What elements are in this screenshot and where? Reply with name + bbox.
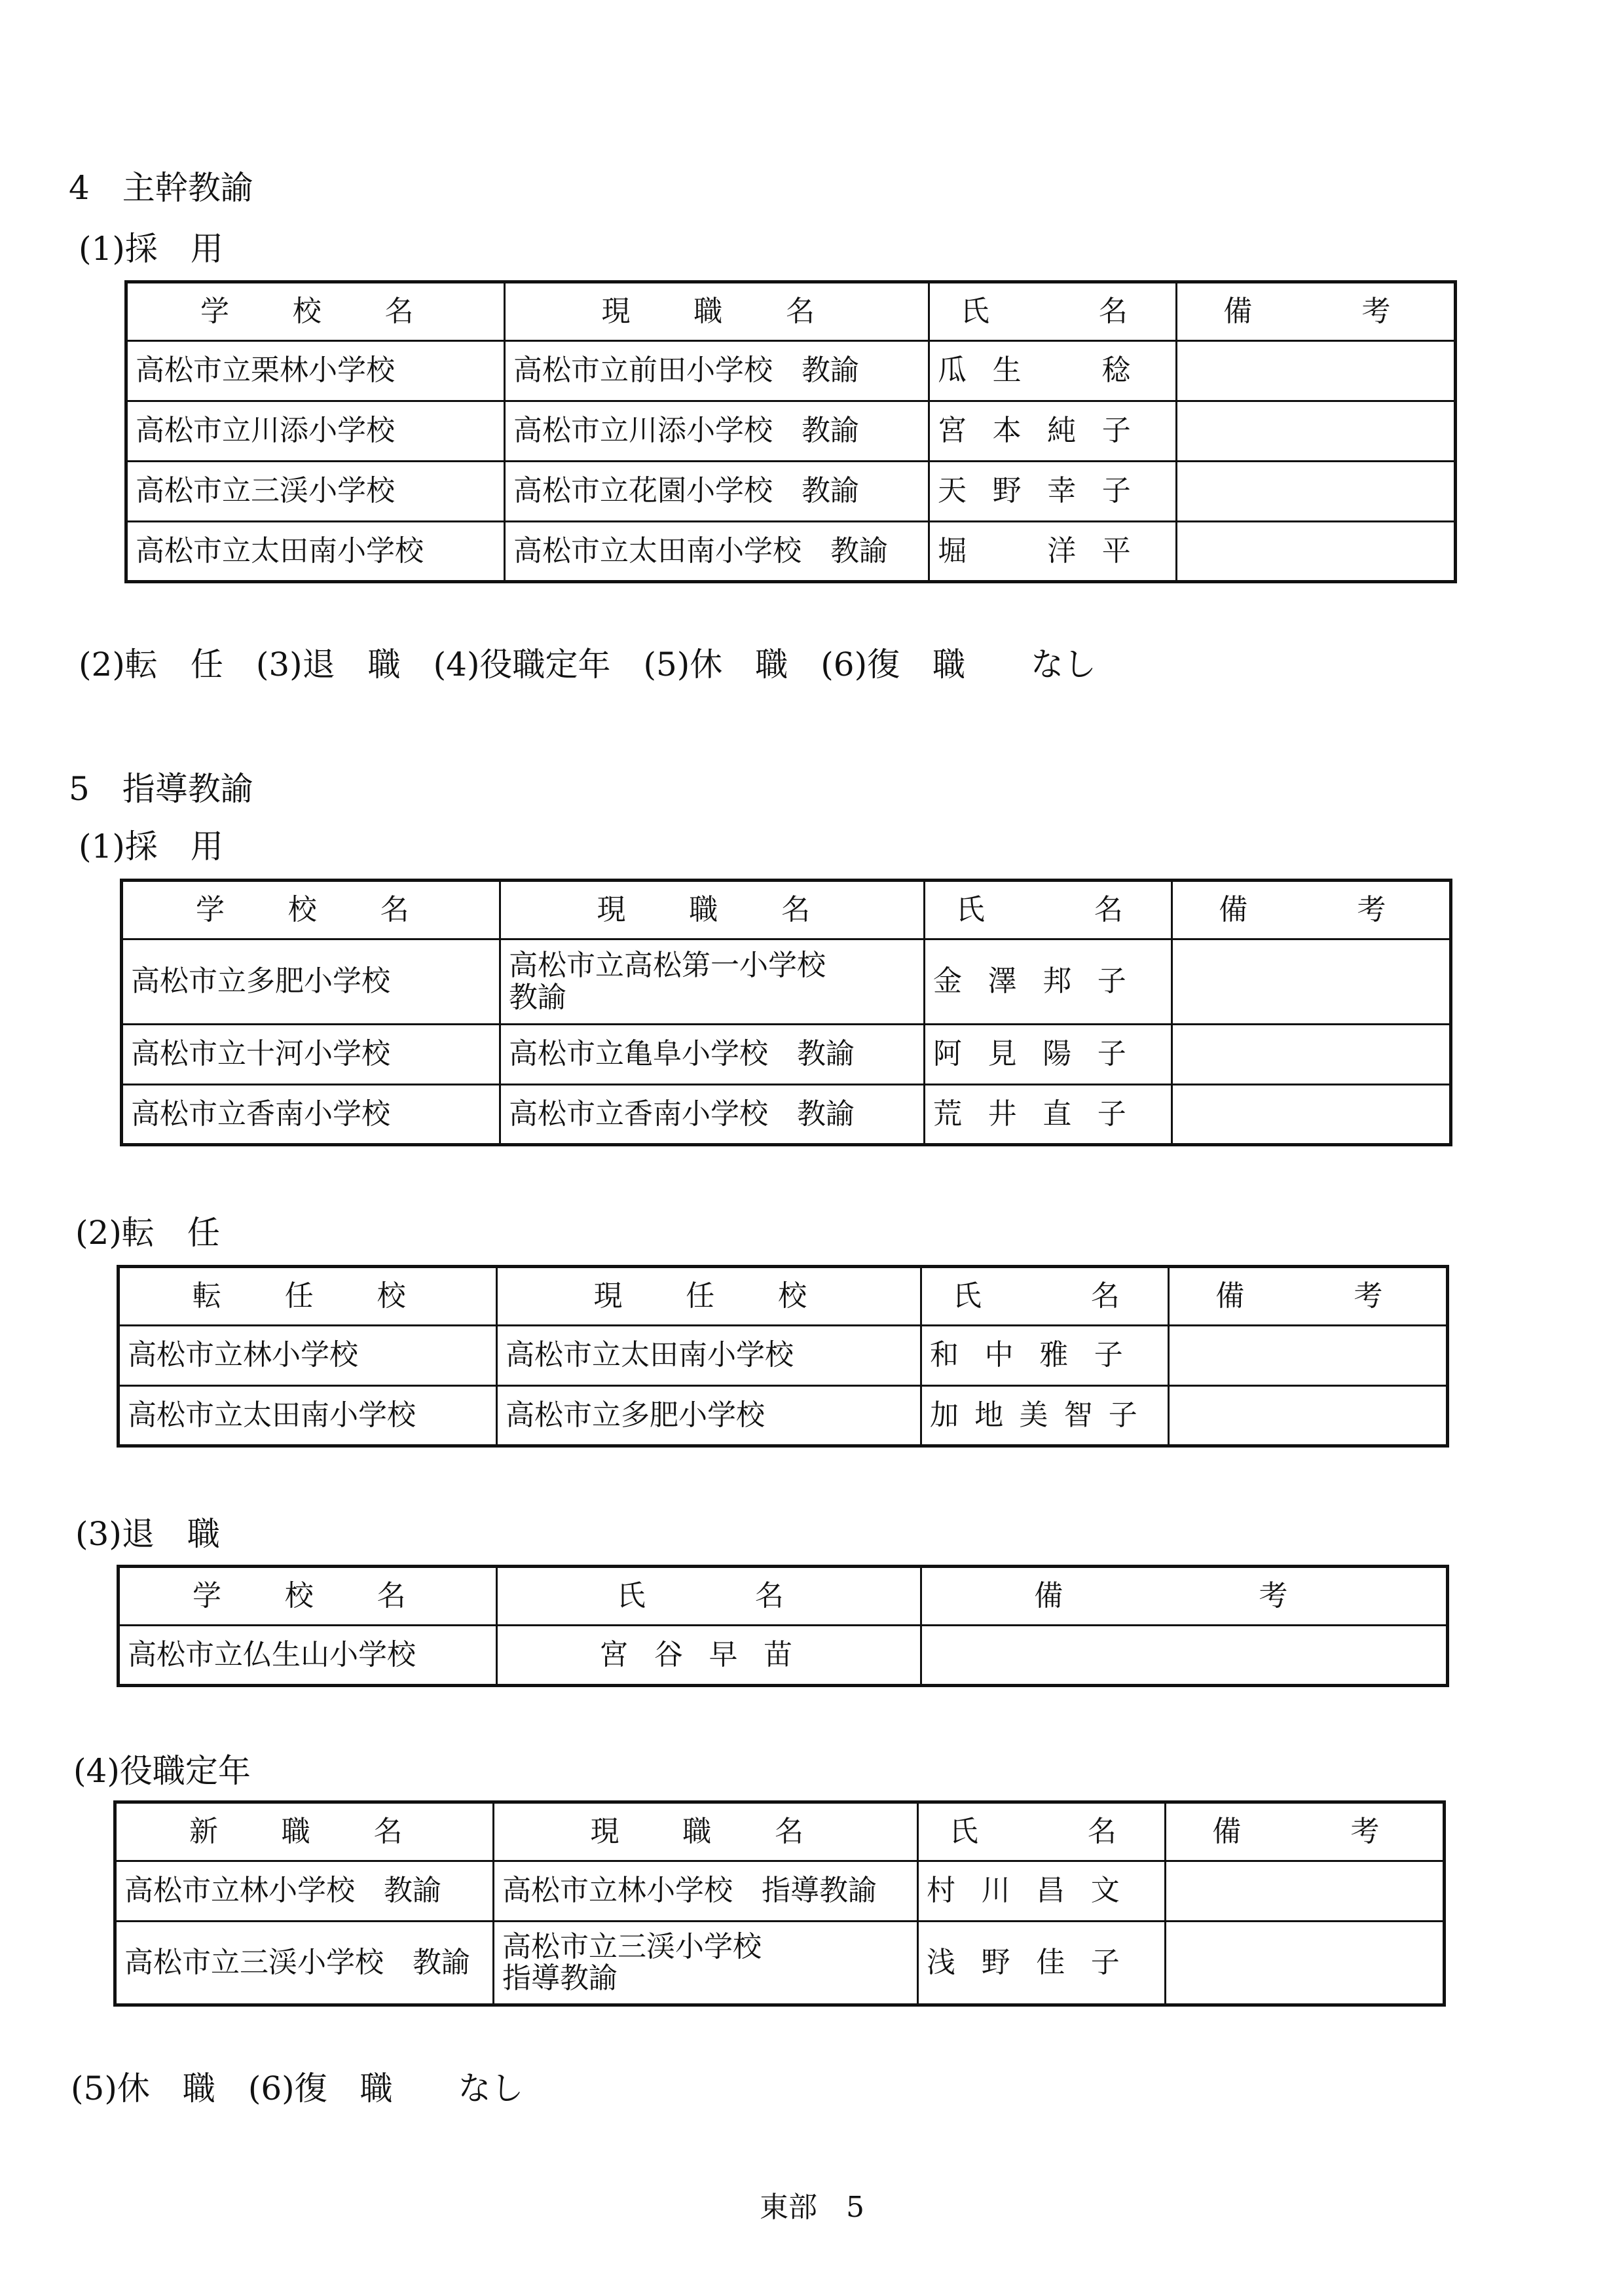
cell-name: 阿見陽子	[925, 1025, 1172, 1085]
cell-current-post: 高松市立香南小学校 教諭	[500, 1085, 925, 1145]
cell-name: 村川昌文	[918, 1861, 1166, 1922]
cell-school: 高松市立仏生山小学校	[119, 1626, 497, 1686]
cell-name: 宮谷早苗	[497, 1626, 921, 1686]
cell-name: 金澤邦子	[925, 939, 1172, 1025]
table-row	[126, 462, 1456, 522]
cell-remarks	[1169, 1386, 1448, 1446]
cell-remarks	[1172, 1025, 1451, 1085]
col-header-name: 氏 名	[925, 881, 1172, 939]
cell-current-post: 高松市立高松第一小学校 教諭	[500, 939, 925, 1025]
cell-new-post: 高松市立三渓小学校 教諭	[115, 1922, 494, 2005]
cell-remarks	[1166, 1861, 1445, 1922]
cell-current-post: 高松市立花園小学校 教諭	[505, 462, 929, 522]
col-header-school: 学 校 名	[126, 282, 505, 341]
cell-name: 浅野佳子	[918, 1922, 1166, 2005]
table-row	[119, 1326, 1448, 1386]
cell-remarks	[921, 1626, 1448, 1686]
cell-name: 堀 洋平	[929, 522, 1177, 582]
cell-school: 高松市立多肥小学校	[122, 939, 500, 1025]
cell-school: 高松市立川添小学校	[126, 401, 505, 462]
section-4-title: 4 主幹教諭	[69, 169, 253, 207]
cell-current-post: 高松市立林小学校 指導教諭	[494, 1861, 918, 1922]
table-row	[115, 1922, 1445, 2005]
cell-school: 高松市立香南小学校	[122, 1085, 500, 1145]
cell-current-post: 高松市立亀阜小学校 教諭	[500, 1025, 925, 1085]
cell-name: 天野幸子	[929, 462, 1177, 522]
cell-remarks	[1177, 462, 1456, 522]
col-header-remarks: 備 考	[1172, 881, 1451, 939]
table-row	[126, 401, 1456, 462]
table-row	[126, 341, 1456, 401]
cell-transfer-school: 高松市立太田南小学校	[119, 1386, 497, 1446]
col-header-remarks: 備 考	[1166, 1802, 1445, 1861]
col-header-name: 氏 名	[497, 1567, 921, 1626]
col-header-name: 氏 名	[918, 1802, 1166, 1861]
col-header-remarks: 備 考	[1169, 1267, 1448, 1326]
section-5-hiring-table	[120, 879, 1452, 1146]
col-header-name: 氏 名	[929, 282, 1177, 341]
cell-current-school: 高松市立多肥小学校	[497, 1386, 921, 1446]
cell-current-post: 高松市立三渓小学校 指導教諭	[494, 1922, 918, 2005]
table-row	[119, 1386, 1448, 1446]
cell-remarks	[1169, 1326, 1448, 1386]
table-row	[122, 1085, 1451, 1145]
col-header-current-post: 現 職 名	[500, 881, 925, 939]
col-header-transfer-school: 転 任 校	[119, 1267, 497, 1326]
cell-remarks	[1177, 522, 1456, 582]
section-5-post-retirement-label: (4)役職定年	[73, 1752, 251, 1790]
col-header-remarks: 備 考	[921, 1567, 1448, 1626]
cell-name: 和中雅子	[921, 1326, 1169, 1386]
col-header-new-post: 新 職 名	[115, 1802, 494, 1861]
table-row	[115, 1861, 1445, 1922]
cell-remarks	[1172, 1085, 1451, 1145]
cell-remarks	[1177, 401, 1456, 462]
table-row	[122, 939, 1451, 1025]
table-row	[126, 522, 1456, 582]
cell-remarks	[1172, 939, 1451, 1025]
section-4-none-line: (2)転 任 (3)退 職 (4)役職定年 (5)休 職 (6)復 職 なし	[79, 646, 1097, 683]
col-header-current-post: 現 職 名	[505, 282, 929, 341]
section-5-retirement-label: (3)退 職	[75, 1515, 220, 1553]
table-row	[119, 1626, 1448, 1686]
cell-current-post: 高松市立川添小学校 教諭	[505, 401, 929, 462]
cell-school: 高松市立栗林小学校	[126, 341, 505, 401]
section-4-hiring-table	[124, 280, 1457, 583]
cell-school: 高松市立十河小学校	[122, 1025, 500, 1085]
table-row	[122, 1025, 1451, 1085]
section-5-transfer-label: (2)転 任	[75, 1214, 220, 1252]
cell-name: 宮本純子	[929, 401, 1177, 462]
page-footer: 東部 5	[760, 2191, 864, 2224]
cell-remarks	[1166, 1922, 1445, 2005]
cell-school: 高松市立太田南小学校	[126, 522, 505, 582]
col-header-remarks: 備 考	[1177, 282, 1456, 341]
col-header-current-school: 現 任 校	[497, 1267, 921, 1326]
col-header-name: 氏 名	[921, 1267, 1169, 1326]
col-header-school: 学 校 名	[119, 1567, 497, 1626]
cell-name: 加地美智子	[921, 1386, 1169, 1446]
section-5-hiring-label: (1)採 用	[79, 828, 223, 866]
cell-current-post: 高松市立太田南小学校 教諭	[505, 522, 929, 582]
section-5-none-line: (5)休 職 (6)復 職 なし	[71, 2069, 524, 2107]
section-4-hiring-label: (1)採 用	[79, 230, 223, 268]
cell-school: 高松市立三渓小学校	[126, 462, 505, 522]
section-5-post-retirement-table	[113, 1800, 1446, 2007]
cell-current-post: 高松市立前田小学校 教諭	[505, 341, 929, 401]
cell-transfer-school: 高松市立林小学校	[119, 1326, 497, 1386]
section-5-title: 5 指導教諭	[69, 770, 253, 808]
section-5-retirement-table	[117, 1565, 1449, 1687]
cell-new-post: 高松市立林小学校 教諭	[115, 1861, 494, 1922]
cell-name: 荒井直子	[925, 1085, 1172, 1145]
col-header-school: 学 校 名	[122, 881, 500, 939]
section-5-transfer-table	[117, 1265, 1449, 1448]
cell-name: 瓜生 稔	[929, 341, 1177, 401]
cell-remarks	[1177, 341, 1456, 401]
cell-current-school: 高松市立太田南小学校	[497, 1326, 921, 1386]
col-header-current-post: 現 職 名	[494, 1802, 918, 1861]
